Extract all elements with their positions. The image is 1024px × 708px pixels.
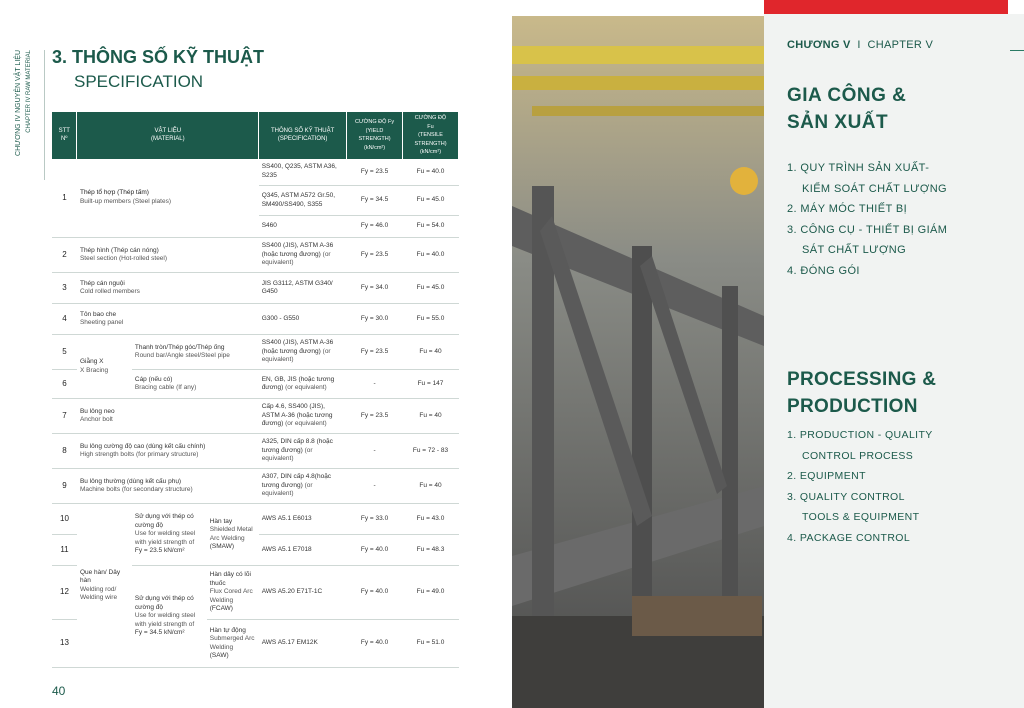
spine-label-en: CHAPTER IV RAW MATERIAL xyxy=(26,50,32,133)
spec-cell xyxy=(259,370,347,399)
fu-cell: Fu = 72 - 83 xyxy=(403,434,459,469)
fu-cell: Fu = 40 xyxy=(403,469,459,504)
weld-method-en: Flux Cored Arc Welding xyxy=(209,588,253,604)
fy-cell: - xyxy=(347,469,403,504)
material-en: Steel section (Hot-rolled steel) xyxy=(79,255,168,262)
weld-method-cell xyxy=(207,620,259,668)
accent-bar xyxy=(764,0,1008,14)
fy-cell: Fy = 40.0 xyxy=(347,566,403,620)
row-number: 3 xyxy=(52,273,77,304)
table-row xyxy=(52,159,459,186)
material-en: Anchor bolt xyxy=(79,416,113,423)
list-item: 4. ĐÓNG GÓI xyxy=(787,264,860,277)
table-header-row xyxy=(52,112,459,159)
row-number: 4 xyxy=(52,304,77,335)
spec-cell: G300 - G550 xyxy=(259,304,347,335)
fu-cell: Fu = 40.0 xyxy=(403,159,459,186)
row-number: 10 xyxy=(52,504,77,535)
fy-cell: Fy = 30.0 xyxy=(347,304,403,335)
fu-cell: Fu = 51.0 xyxy=(403,620,459,668)
list-item: 2. MÁY MÓC THIẾT BỊ xyxy=(787,203,908,215)
weld-strength-vn: Sử dụng với thép có cường độ xyxy=(134,595,194,611)
row-number: 13 xyxy=(52,620,77,668)
group-vn: Que hàn/ Dây hàn xyxy=(79,568,121,584)
fy-cell: Fy = 40.0 xyxy=(347,620,403,668)
spec-cell xyxy=(259,238,347,273)
material-vn: Thép hình (Thép cán nóng) xyxy=(79,246,159,254)
material-cell xyxy=(77,304,259,335)
table-row xyxy=(52,304,459,335)
fy-cell: Fy = 34.5 xyxy=(347,186,403,216)
section-title-en: SPECIFICATION xyxy=(74,72,204,91)
spec-cell: Q345, ASTM A572 Gr.50, SM490/SS490, S355 xyxy=(259,186,347,216)
material-en: Built-up members (Steel plates) xyxy=(79,197,172,205)
row-number: 8 xyxy=(52,434,77,469)
table-row xyxy=(52,434,459,469)
fy-cell: - xyxy=(347,434,403,469)
material-cell xyxy=(132,370,259,399)
material-vn: Bu lông neo xyxy=(79,407,115,415)
list-item: SÁT CHẤT LƯỢNG xyxy=(802,244,907,256)
row-number: 12 xyxy=(52,566,77,620)
heading-vn-line1: GIA CÔNG & xyxy=(787,85,907,106)
table-row xyxy=(52,335,459,370)
material-cell xyxy=(77,273,259,304)
factory-photo xyxy=(512,16,764,708)
bracing-group-cell xyxy=(77,335,132,399)
accent-line xyxy=(1010,50,1024,51)
spec-text-en: (or equivalent) xyxy=(285,420,327,428)
contents-list-vn xyxy=(787,158,947,281)
material-cell xyxy=(77,159,259,238)
list-item: 2. EQUIPMENT xyxy=(787,470,866,482)
table-row xyxy=(52,504,459,535)
fu-cell: Fu = 43.0 xyxy=(403,504,459,535)
material-vn: Thanh tròn/Thép góc/Thép ống xyxy=(134,343,225,351)
material-en: Round bar/Angle steel/Steel pipe xyxy=(134,352,230,359)
table-row xyxy=(52,273,459,304)
list-item: TOOLS & EQUIPMENT xyxy=(802,511,920,523)
fy-cell: Fy = 23.5 xyxy=(347,335,403,370)
spec-cell xyxy=(259,469,347,504)
welding-group-cell xyxy=(77,504,132,668)
list-item: 1. PRODUCTION - QUALITY xyxy=(787,429,933,441)
weld-method-vn: Hàn tay xyxy=(209,517,233,525)
heading-vn xyxy=(787,82,906,136)
table-row xyxy=(52,399,459,434)
spec-text-en: (or equivalent) xyxy=(261,481,313,498)
weld-method-vn: Hàn dây có lõi thuốc xyxy=(209,571,251,587)
chapter-separator: I xyxy=(857,39,861,51)
spec-text: A325, DIN cấp 8.8 (hoặc tương đương) xyxy=(261,438,333,454)
group-en: Welding rod/ Welding wire xyxy=(79,585,118,601)
row-number: 5 xyxy=(52,335,77,370)
weld-method-code: (FCAW) xyxy=(209,605,233,613)
heading-en xyxy=(787,366,936,420)
table-row xyxy=(52,469,459,504)
fy-cell: Fy = 23.5 xyxy=(347,399,403,434)
row-number: 1 xyxy=(52,159,77,238)
header-fy: CƯỜNG ĐỘ Fy (YIELD STRENGTH) (kN/cm²) xyxy=(347,112,403,159)
material-vn: Bu lông thường (dùng kết cấu phụ) xyxy=(79,477,182,485)
weld-strength-value: Fy = 23.5 kN/cm² xyxy=(134,547,185,555)
fu-cell: Fu = 55.0 xyxy=(403,304,459,335)
weld-method-en: Submerged Arc Welding xyxy=(209,635,255,651)
fy-cell: Fy = 23.5 xyxy=(347,238,403,273)
material-cell xyxy=(132,335,259,370)
fy-cell: Fy = 46.0 xyxy=(347,216,403,238)
fu-cell: Fu = 45.0 xyxy=(403,186,459,216)
spec-text: SS400 (JIS), ASTM A-36 (hoặc tương đương) xyxy=(261,339,334,355)
weld-method-en: Shielded Metal Arc Welding xyxy=(209,526,253,542)
material-vn: Bu lông cường độ cao (dùng kết cấu chính) xyxy=(79,442,206,450)
spec-cell xyxy=(259,434,347,469)
specification-table xyxy=(52,112,459,668)
page-number: 40 xyxy=(52,684,66,698)
chapter-spine xyxy=(14,50,40,180)
weld-method-cell xyxy=(207,566,259,620)
header-material: VẬT LIỆU (MATERIAL) xyxy=(77,112,259,159)
list-item: 3. QUALITY CONTROL xyxy=(787,490,905,503)
material-vn: Thép tổ hợp (Thép tấm) xyxy=(79,189,149,197)
spec-cell xyxy=(259,335,347,370)
fu-cell: Fu = 40.0 xyxy=(403,238,459,273)
spine-label-vn: CHƯƠNG IV NGUYÊN VẬT LIỆU xyxy=(15,50,22,156)
weld-strength-en: Use for welding steel with yield strength of xyxy=(134,530,196,546)
material-cell xyxy=(77,469,259,504)
list-item: 3. CÔNG CỤ - THIẾT BỊ GIÁM xyxy=(787,223,948,236)
fu-cell: Fu = 49.0 xyxy=(403,566,459,620)
material-en: Cold rolled members xyxy=(79,288,140,295)
list-item: 4. PACKAGE CONTROL xyxy=(787,531,911,544)
header-fu: CƯỜNG ĐỘ Fu (TENSILE STRENGTH) (kN/cm²) xyxy=(403,112,459,159)
group-en: X Bracing xyxy=(79,366,109,374)
spec-cell: AWS A5.1 E6013 xyxy=(259,504,347,535)
table-row xyxy=(52,238,459,273)
contents-list-en xyxy=(787,425,933,548)
chapter-en: CHAPTER V xyxy=(867,39,934,51)
spec-cell: AWS A5.20 E71T-1C xyxy=(259,566,347,620)
weld-strength-en: Use for welding steel with yield strength of xyxy=(134,612,196,628)
fu-cell: Fu = 48.3 xyxy=(403,535,459,566)
header-spec: THÔNG SỐ KỸ THUẬT (SPECIFICATION) xyxy=(259,112,347,159)
weld-method-vn: Hàn tự động xyxy=(209,626,246,634)
material-en: High strength bolts (for primary structure) xyxy=(79,451,199,458)
heading-en-line2: PRODUCTION xyxy=(787,396,918,417)
spec-cell: S460 xyxy=(259,216,347,238)
fy-cell: Fy = 33.0 xyxy=(347,504,403,535)
row-number: 2 xyxy=(52,238,77,273)
material-cell xyxy=(77,238,259,273)
fy-cell: Fy = 23.5 xyxy=(347,159,403,186)
list-item: KIỂM SOÁT CHẤT LƯỢNG xyxy=(802,182,948,195)
group-vn: Giằng X xyxy=(79,358,104,365)
list-item: 1. QUY TRÌNH SẢN XUẤT- xyxy=(787,162,930,174)
spec-cell: AWS A5.17 EM12K xyxy=(259,620,347,668)
spec-cell: AWS A5.1 E7018 xyxy=(259,535,347,566)
material-cell xyxy=(77,399,259,434)
material-en: Sheeting panel xyxy=(79,319,124,326)
material-vn: Tôn bao che xyxy=(79,310,117,318)
chapter-label xyxy=(787,39,933,51)
spec-text: SS400 (JIS), ASTM A-36 (hoặc tương đương) xyxy=(261,242,334,258)
row-number: 9 xyxy=(52,469,77,504)
chapter-vn: CHƯƠNG V xyxy=(787,39,851,51)
material-en: Machine bolts (for secondary structure) xyxy=(79,486,193,493)
fy-cell: Fy = 40.0 xyxy=(347,535,403,566)
spec-text-en: (or equivalent) xyxy=(261,446,313,463)
spec-text: A307, DIN cấp 4.8(hoặc tương đương) xyxy=(261,473,332,489)
weld-strength-cell xyxy=(132,566,207,668)
spec-text: Cấp 4.6, SS400 (JIS), ASTM A-36 (hoặc tương đương) xyxy=(261,403,333,428)
weld-method-cell xyxy=(207,504,259,566)
weld-strength-value: Fy = 34.5 kN/cm² xyxy=(134,629,185,637)
material-en: Bracing cable (If any) xyxy=(134,384,197,391)
spec-text-en: (or equivalent) xyxy=(285,384,327,391)
fu-cell: Fu = 54.0 xyxy=(403,216,459,238)
fu-cell: Fu = 40 xyxy=(403,399,459,434)
spine-divider xyxy=(44,50,45,180)
spec-text: EN, GB, JIS (hoặc tương đương) xyxy=(261,375,335,391)
heading-vn-line2: SẢN XUẤT xyxy=(787,112,889,133)
weld-strength-cell xyxy=(132,504,207,566)
header-stt: STT Nº xyxy=(52,112,77,159)
section-title-vn: 3. THÔNG SỐ KỸ THUẬT xyxy=(52,47,265,67)
material-vn: Cáp (nếu có) xyxy=(134,375,173,383)
fu-cell: Fu = 147 xyxy=(403,370,459,399)
row-number: 6 xyxy=(52,370,77,399)
fu-cell: Fu = 45.0 xyxy=(403,273,459,304)
material-cell xyxy=(77,434,259,469)
fy-cell: Fy = 34.0 xyxy=(347,273,403,304)
spec-text-en: (or equivalent) xyxy=(261,250,331,267)
row-number: 11 xyxy=(52,535,77,566)
spec-cell: SS400, Q235, ASTM A36, S235 xyxy=(259,159,347,186)
weld-method-code: (SMAW) xyxy=(209,543,235,550)
fy-cell: - xyxy=(347,370,403,399)
row-number: 7 xyxy=(52,399,77,434)
weld-method-code: (SAW) xyxy=(209,652,229,659)
material-vn: Thép cán nguội xyxy=(79,279,125,287)
spec-cell: JIS G3112, ASTM G340/ G450 xyxy=(259,273,347,304)
heading-en-line1: PROCESSING & xyxy=(787,369,937,390)
list-item: CONTROL PROCESS xyxy=(802,449,914,462)
spec-text-en: (or equivalent) xyxy=(261,347,331,364)
fu-cell: Fu = 40 xyxy=(403,335,459,370)
spec-cell xyxy=(259,399,347,434)
weld-strength-vn: Sử dụng với thép có cường độ xyxy=(134,513,194,529)
